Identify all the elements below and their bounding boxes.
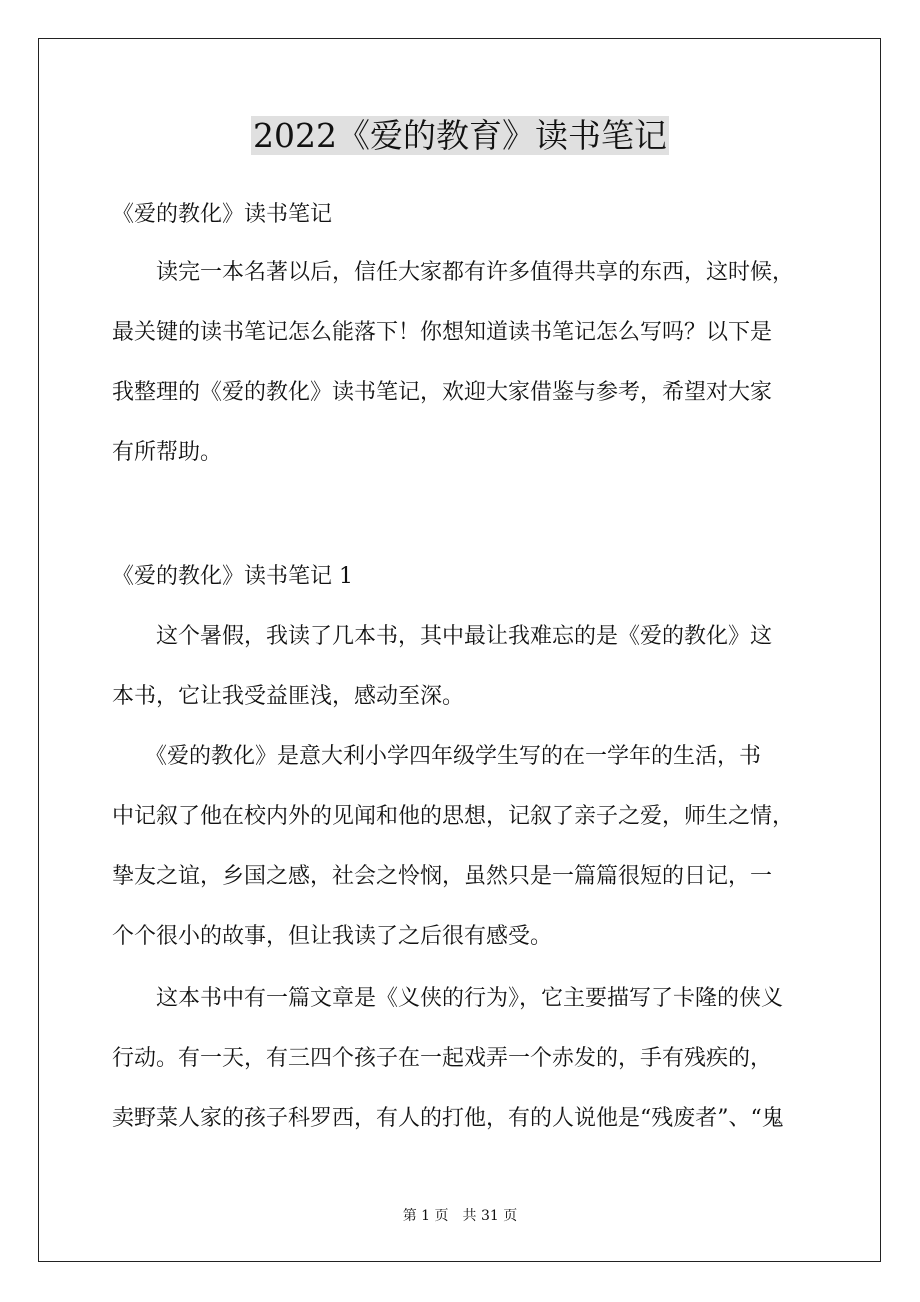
- paragraph-line: 中记叙了他在校内外的见闻和他的思想，记叙了亲子之爱，师生之情，: [112, 804, 795, 829]
- paragraph-line: 本书，它让我受益匪浅，感动至深。: [112, 684, 465, 709]
- paragraph-line: 我整理的《爱的教化》读书笔记，欢迎大家借鉴与参考，希望对大家: [112, 380, 773, 405]
- paragraph-line: 《爱的教化》是意大利小学四年级学生写的在一学年的生活，书: [112, 744, 762, 769]
- paragraph-line: 卖野菜人家的孩子科罗西，有人的打他，有的人说他是“残废者”、“鬼: [112, 1106, 784, 1131]
- paragraph-line: 行动。有一天，有三四个孩子在一起戏弄一个赤发的，手有残疾的，: [112, 1046, 773, 1071]
- document-title: [0, 112, 920, 160]
- paragraph-line: 这本书中有一篇文章是《义侠的行为》，它主要描写了卡隆的侠义: [112, 986, 784, 1011]
- paragraph-line: 挚友之谊，乡国之感，社会之怜悯，虽然只是一篇篇很短的日记，一: [112, 864, 773, 889]
- paragraph-line: 个个很小的故事，但让我读了之后很有感受。: [112, 924, 553, 949]
- paragraph-line: 最关键的读书笔记怎么能落下！你想知道读书笔记怎么写吗？以下是: [112, 320, 773, 345]
- page-footer: 第 1 页 共 31 页: [402, 1208, 518, 1224]
- paragraph-line: 这个暑假，我读了几本书，其中最让我难忘的是《爱的教化》这: [112, 624, 773, 649]
- document-title-text: 2022《爱的教育》读书笔记: [253, 116, 667, 155]
- section-heading: 《爱的教化》读书笔记: [112, 202, 333, 227]
- section-heading: 《爱的教化》读书笔记 1: [112, 564, 353, 589]
- paragraph-line: 有所帮助。: [112, 440, 223, 465]
- paragraph-line: 读完一本名著以后，信任大家都有许多值得共享的东西，这时候，: [112, 260, 795, 285]
